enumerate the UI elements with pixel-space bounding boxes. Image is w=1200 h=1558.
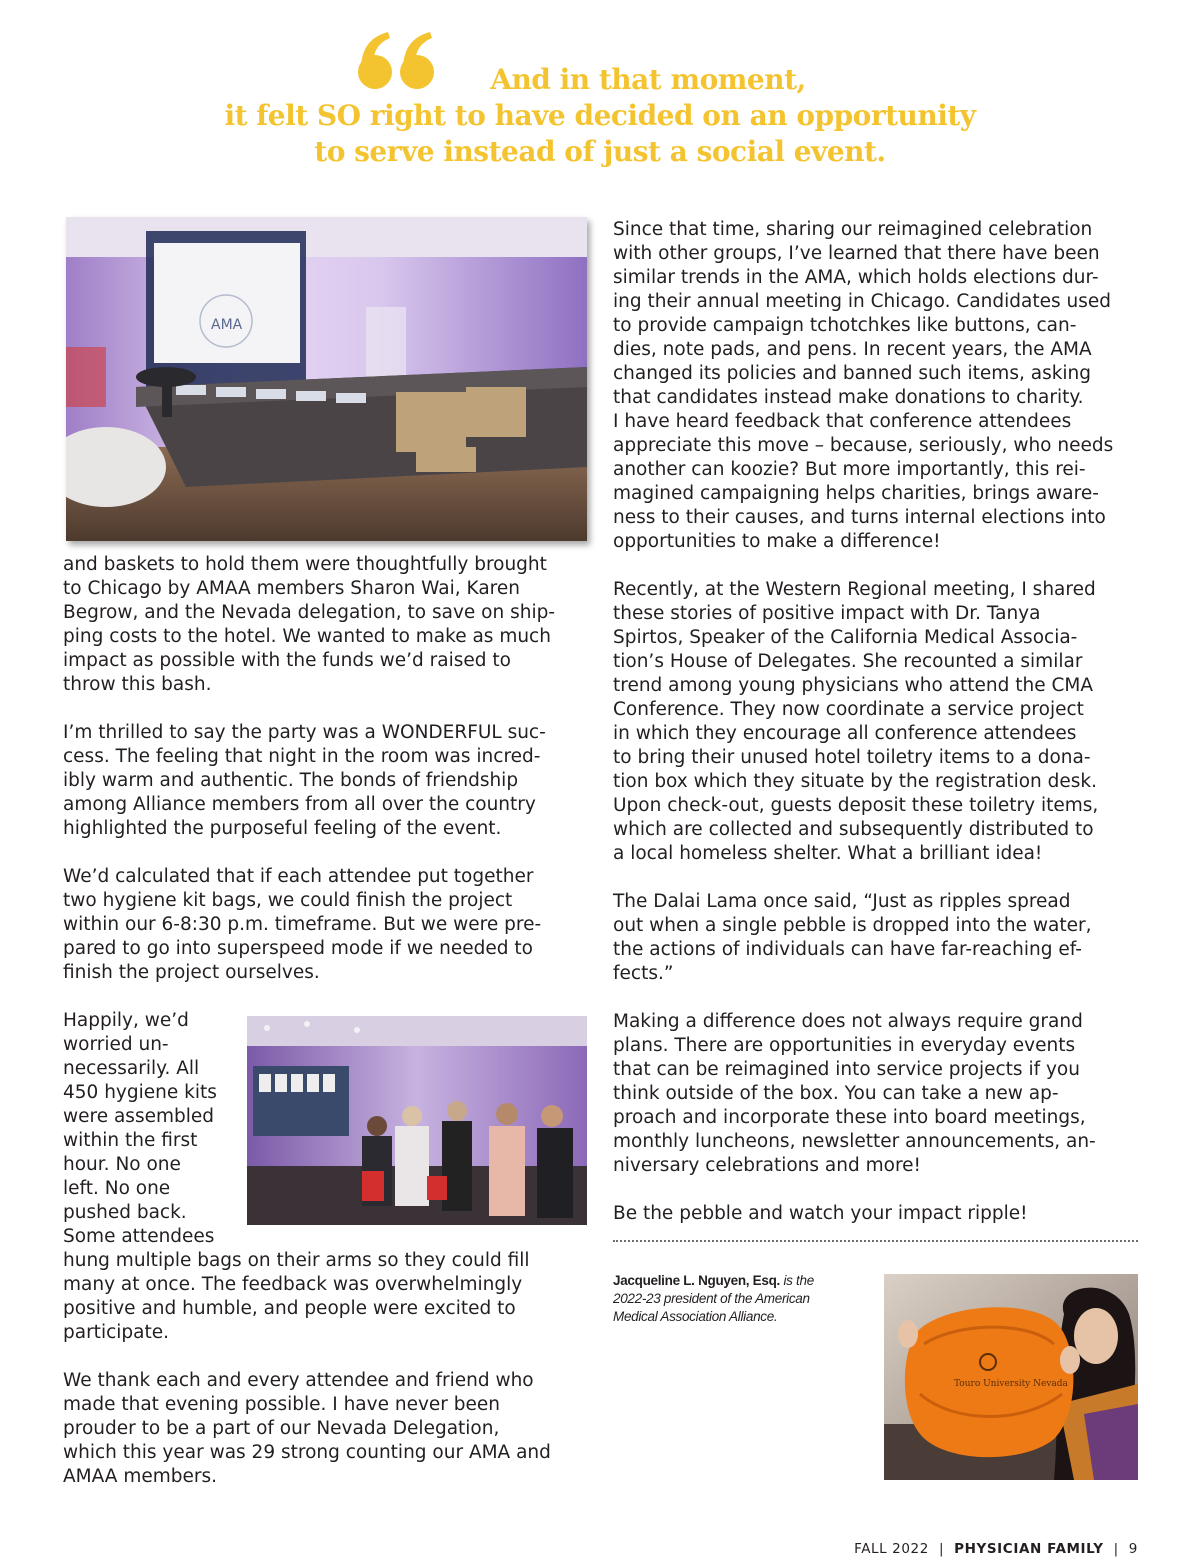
footer-separator: | [938, 1541, 945, 1557]
text-line: participate. [63, 1322, 169, 1343]
text-line: many at once. The feedback was overwhelmingly [63, 1274, 523, 1295]
text-line: which are collected and subsequently distributed to [613, 819, 1094, 840]
author-name: Jacqueline L. Nguyen, Esq. [613, 1273, 780, 1288]
text-line: two hygiene kit bags, we could finish the project [63, 890, 513, 911]
page-number: 9 [1128, 1541, 1138, 1557]
paragraph [613, 1010, 1113, 1178]
text-line: necessarily. All [63, 1058, 200, 1079]
text-line: ibly warm and authentic. The bonds of friendship [63, 770, 519, 791]
text-line: Be the pebble and watch your impact ripple! [613, 1203, 1028, 1224]
right-column-text [613, 218, 1113, 1226]
text-line: Recently, at the Western Regional meeting, I shared [613, 579, 1096, 600]
text-line: to bring their unused hotel toiletry items to a dona- [613, 747, 1091, 768]
text-line: We’d calculated that if each attendee put together [63, 866, 534, 887]
text-line: changed its policies and banned such items, asking [613, 363, 1092, 384]
bag-print-text: Touro University Nevada [954, 1379, 1068, 1389]
text-line: among Alliance members from all over the country [63, 794, 536, 815]
bio-line: 2022-23 president of the American [613, 1291, 810, 1306]
text-line: We thank each and every attendee and friend who [63, 1370, 534, 1391]
text-line: highlighted the purposeful feeling of the event. [63, 818, 502, 839]
text-line: within our 6-8:30 p.m. timeframe. But we were pre- [63, 914, 542, 935]
paragraph [63, 721, 555, 841]
text-line: with other groups, I’ve learned that there have been [613, 243, 1100, 264]
pull-quote-line: to serve instead of just a social event. [314, 135, 886, 168]
text-line: think outside of the box. You can take a new ap- [613, 1083, 1059, 1104]
text-line: Upon check-out, guests deposit these toiletry items, [613, 795, 1099, 816]
text-line: left. No one [63, 1178, 171, 1199]
text-line: to Chicago by AMAA members Sharon Wai, Karen [63, 578, 520, 599]
author-role: is the [780, 1273, 814, 1288]
text-line: out when a single pebble is dropped into the water, [613, 915, 1092, 936]
text-line: ness to their causes, and turns internal elections into [613, 507, 1106, 528]
text-line: AMAA members. [63, 1466, 217, 1487]
text-line: and baskets to hold them were thoughtfully brought [63, 554, 547, 575]
text-line: Conference. They now coordinate a service project [613, 699, 1084, 720]
text-line: in which they encourage all conference attendees [613, 723, 1077, 744]
screen-logo-text: AMA [211, 317, 243, 333]
text-line: to provide campaign tchotchkes like buttons, can- [613, 315, 1077, 336]
text-line: monthly luncheons, newsletter announcements, an- [613, 1131, 1096, 1152]
text-line: worried un- [63, 1034, 169, 1055]
text-line: another can koozie? But more importantly, this rei- [613, 459, 1086, 480]
text-line: finish the project ourselves. [63, 962, 320, 983]
text-line: were assembled [63, 1106, 214, 1127]
page-footer [854, 1541, 1138, 1557]
author-portrait-photo [884, 1274, 1138, 1480]
text-line: fects.” [613, 963, 674, 984]
paragraph [613, 1202, 1113, 1226]
text-line: dies, note pads, and pens. In recent years, the AMA [613, 339, 1092, 360]
bio-line: Medical Association Alliance. [613, 1309, 778, 1324]
text-line: hour. No one [63, 1154, 181, 1175]
pull-quote [200, 62, 1000, 170]
text-line: niversary celebrations and more! [613, 1155, 921, 1176]
paragraph [63, 865, 555, 985]
text-line: prouder to be a part of our Nevada Delegation, [63, 1418, 500, 1439]
text-line: a local homeless shelter. What a brilliant idea! [613, 843, 1043, 864]
left-column-text [63, 553, 555, 1489]
paragraph [613, 218, 1113, 554]
text-line: 450 hygiene kits [63, 1082, 217, 1103]
text-line: proach and incorporate these into board meetings, [613, 1107, 1086, 1128]
text-line: Happily, we’d [63, 1010, 189, 1031]
paragraph [63, 1369, 555, 1489]
text-line: throw this bash. [63, 674, 212, 695]
text-line: which this year was 29 strong counting our AMA and [63, 1442, 551, 1463]
paragraph [63, 553, 555, 697]
text-line: Making a difference does not always require grand [613, 1011, 1083, 1032]
text-line: hung multiple bags on their arms so they could fill [63, 1250, 530, 1271]
text-line: tion’s House of Delegates. She recounted a similar [613, 651, 1083, 672]
text-line: Begrow, and the Nevada delegation, to save on ship- [63, 602, 556, 623]
bio-line [613, 1272, 863, 1290]
text-line: that can be reimagined into service projects if you [613, 1059, 1080, 1080]
paragraph [613, 890, 1113, 986]
footer-separator: | [1113, 1541, 1119, 1557]
text-line: pushed back. [63, 1202, 187, 1223]
text-line: made that evening possible. I have never been [63, 1394, 501, 1415]
publication-name: PHYSICIAN FAMILY [954, 1541, 1104, 1557]
paragraph [63, 1009, 555, 1345]
pull-quote-line: it felt SO right to have decided on an opportunity [224, 99, 976, 132]
dotted-divider [613, 1240, 1138, 1242]
text-line: Some attendees [63, 1226, 215, 1247]
text-line: plans. There are opportunities in everyday events [613, 1035, 1076, 1056]
text-line: Spirtos, Speaker of the California Medical Associa- [613, 627, 1078, 648]
text-line: trend among young physicians who attend the CMA [613, 675, 1094, 696]
text-line: cess. The feeling that night in the room was incred- [63, 746, 541, 767]
text-line: ping costs to the hotel. We wanted to make as much [63, 626, 551, 647]
pull-quote-line: And in that moment, [490, 63, 806, 96]
text-line: that candidates instead make donations to charity. [613, 387, 1084, 408]
text-line: the actions of individuals can have far-reaching ef- [613, 939, 1082, 960]
text-line: Since that time, sharing our reimagined celebration [613, 219, 1093, 240]
text-line: I have heard feedback that conference attendees [613, 411, 1072, 432]
text-line: magined campaigning helps charities, brings aware- [613, 483, 1099, 504]
banquet-hall-photo [66, 217, 587, 541]
text-line: The Dalai Lama once said, “Just as ripples spread [613, 891, 1071, 912]
text-line: positive and humble, and people were excited to [63, 1298, 516, 1319]
paragraph [613, 578, 1113, 866]
text-line: tion box which they situate by the registration desk. [613, 771, 1097, 792]
text-line: these stories of positive impact with Dr. Tanya [613, 603, 1041, 624]
text-line: similar trends in the AMA, which holds elections dur- [613, 267, 1099, 288]
text-line: opportunities to make a difference! [613, 531, 941, 552]
text-line: pared to go into superspeed mode if we needed to [63, 938, 533, 959]
text-line: within the first [63, 1130, 198, 1151]
text-line: impact as possible with the funds we’d raised to [63, 650, 511, 671]
text-line: ing their annual meeting in Chicago. Candidates used [613, 291, 1111, 312]
text-line: I’m thrilled to say the party was a WONDERFUL suc- [63, 722, 546, 743]
text-line: appreciate this move – because, seriously, who needs [613, 435, 1114, 456]
author-bio [613, 1272, 863, 1326]
issue-label: FALL 2022 [854, 1541, 929, 1557]
